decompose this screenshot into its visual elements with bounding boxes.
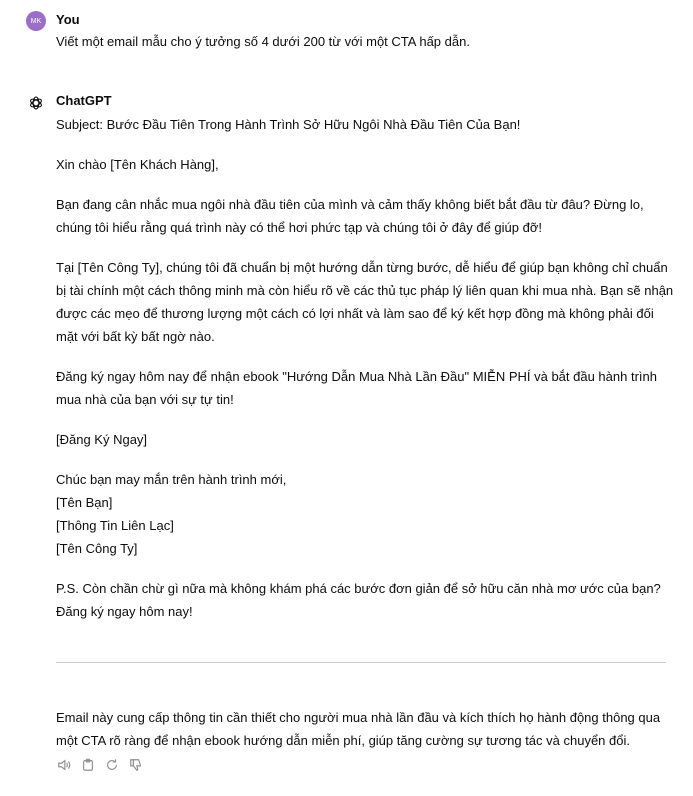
divider [56,662,666,663]
email-subject: Subject: Bước Đầu Tiên Trong Hành Trình Sở Hữu Ngôi Nhà Đầu Tiên Của Bạn! [56,117,521,132]
user-name: You [56,12,80,27]
email-paragraph-1: Bạn đang cân nhắc mua ngôi nhà đầu tiên của mình và cảm thấy không biết bắt đầu từ đâu? Đừng lo, chúng tôi hiểu rằng quá trình này có thể hơi phức tạp và chúng tôi ở đây để giúp đỡ! [56,197,644,235]
assistant-avatar [26,93,46,113]
email-sign-contact: [Thông Tin Liên Lạc] [56,518,174,533]
user-avatar-initials: MK [30,17,42,25]
message-actions [56,757,144,773]
assistant-name: ChatGPT [56,93,112,108]
openai-logo-icon [28,95,44,111]
user-avatar [26,11,46,31]
email-paragraph-3: Đăng ký ngay hôm nay để nhận ebook "Hướng Dẫn Mua Nhà Lần Đầu" MIỄN PHÍ và bắt đầu hành trình mua nhà của bạn với sự tự tin! [56,369,657,407]
speaker-icon[interactable] [56,757,72,773]
assistant-summary: Email này cung cấp thông tin cần thiết cho người mua nhà lần đầu và kích thích họ hành động thông qua một CTA rõ ràng để nhận ebook hướng dẫn miễn phí, giúp tăng cường sự tương tác và chuyển đổi. [56,710,661,748]
regenerate-icon[interactable] [104,757,120,773]
user-message: Viết một email mẫu cho ý tưởng số 4 dưới 200 từ với một CTA hấp dẫn. [56,34,470,49]
email-cta: [Đăng Ký Ngay] [56,432,148,447]
email-paragraph-2: Tại [Tên Công Ty], chúng tôi đã chuẩn bị một hướng dẫn từng bước, dễ hiểu để giúp bạn không chỉ chuẩn bị tài chính một cách thông minh mà còn hiểu rõ về các thủ tục pháp lý liên quan khi mua nhà. Bạn sẽ nhận được các mẹo để thương lượng một cách có lợi nhất và làm sao để ký kết hợp đồng mà không phải đối mặt với bất kỳ bất ngờ nào. [56,260,674,344]
assistant-message [56,113,676,623]
email-sign-company: [Tên Công Ty] [56,541,138,556]
email-closing: Chúc bạn may mắn trên hành trình mới, [56,472,287,487]
email-greeting: Xin chào [Tên Khách Hàng], [56,157,219,172]
thumbs-down-icon[interactable] [128,757,144,773]
email-ps: P.S. Còn chần chừ gì nữa mà không khám phá các bước đơn giản để sở hữu căn nhà mơ ước của bạn? Đăng ký ngay hôm nay! [56,581,661,619]
copy-icon[interactable] [80,757,96,773]
email-sign-name: [Tên Bạn] [56,495,113,510]
